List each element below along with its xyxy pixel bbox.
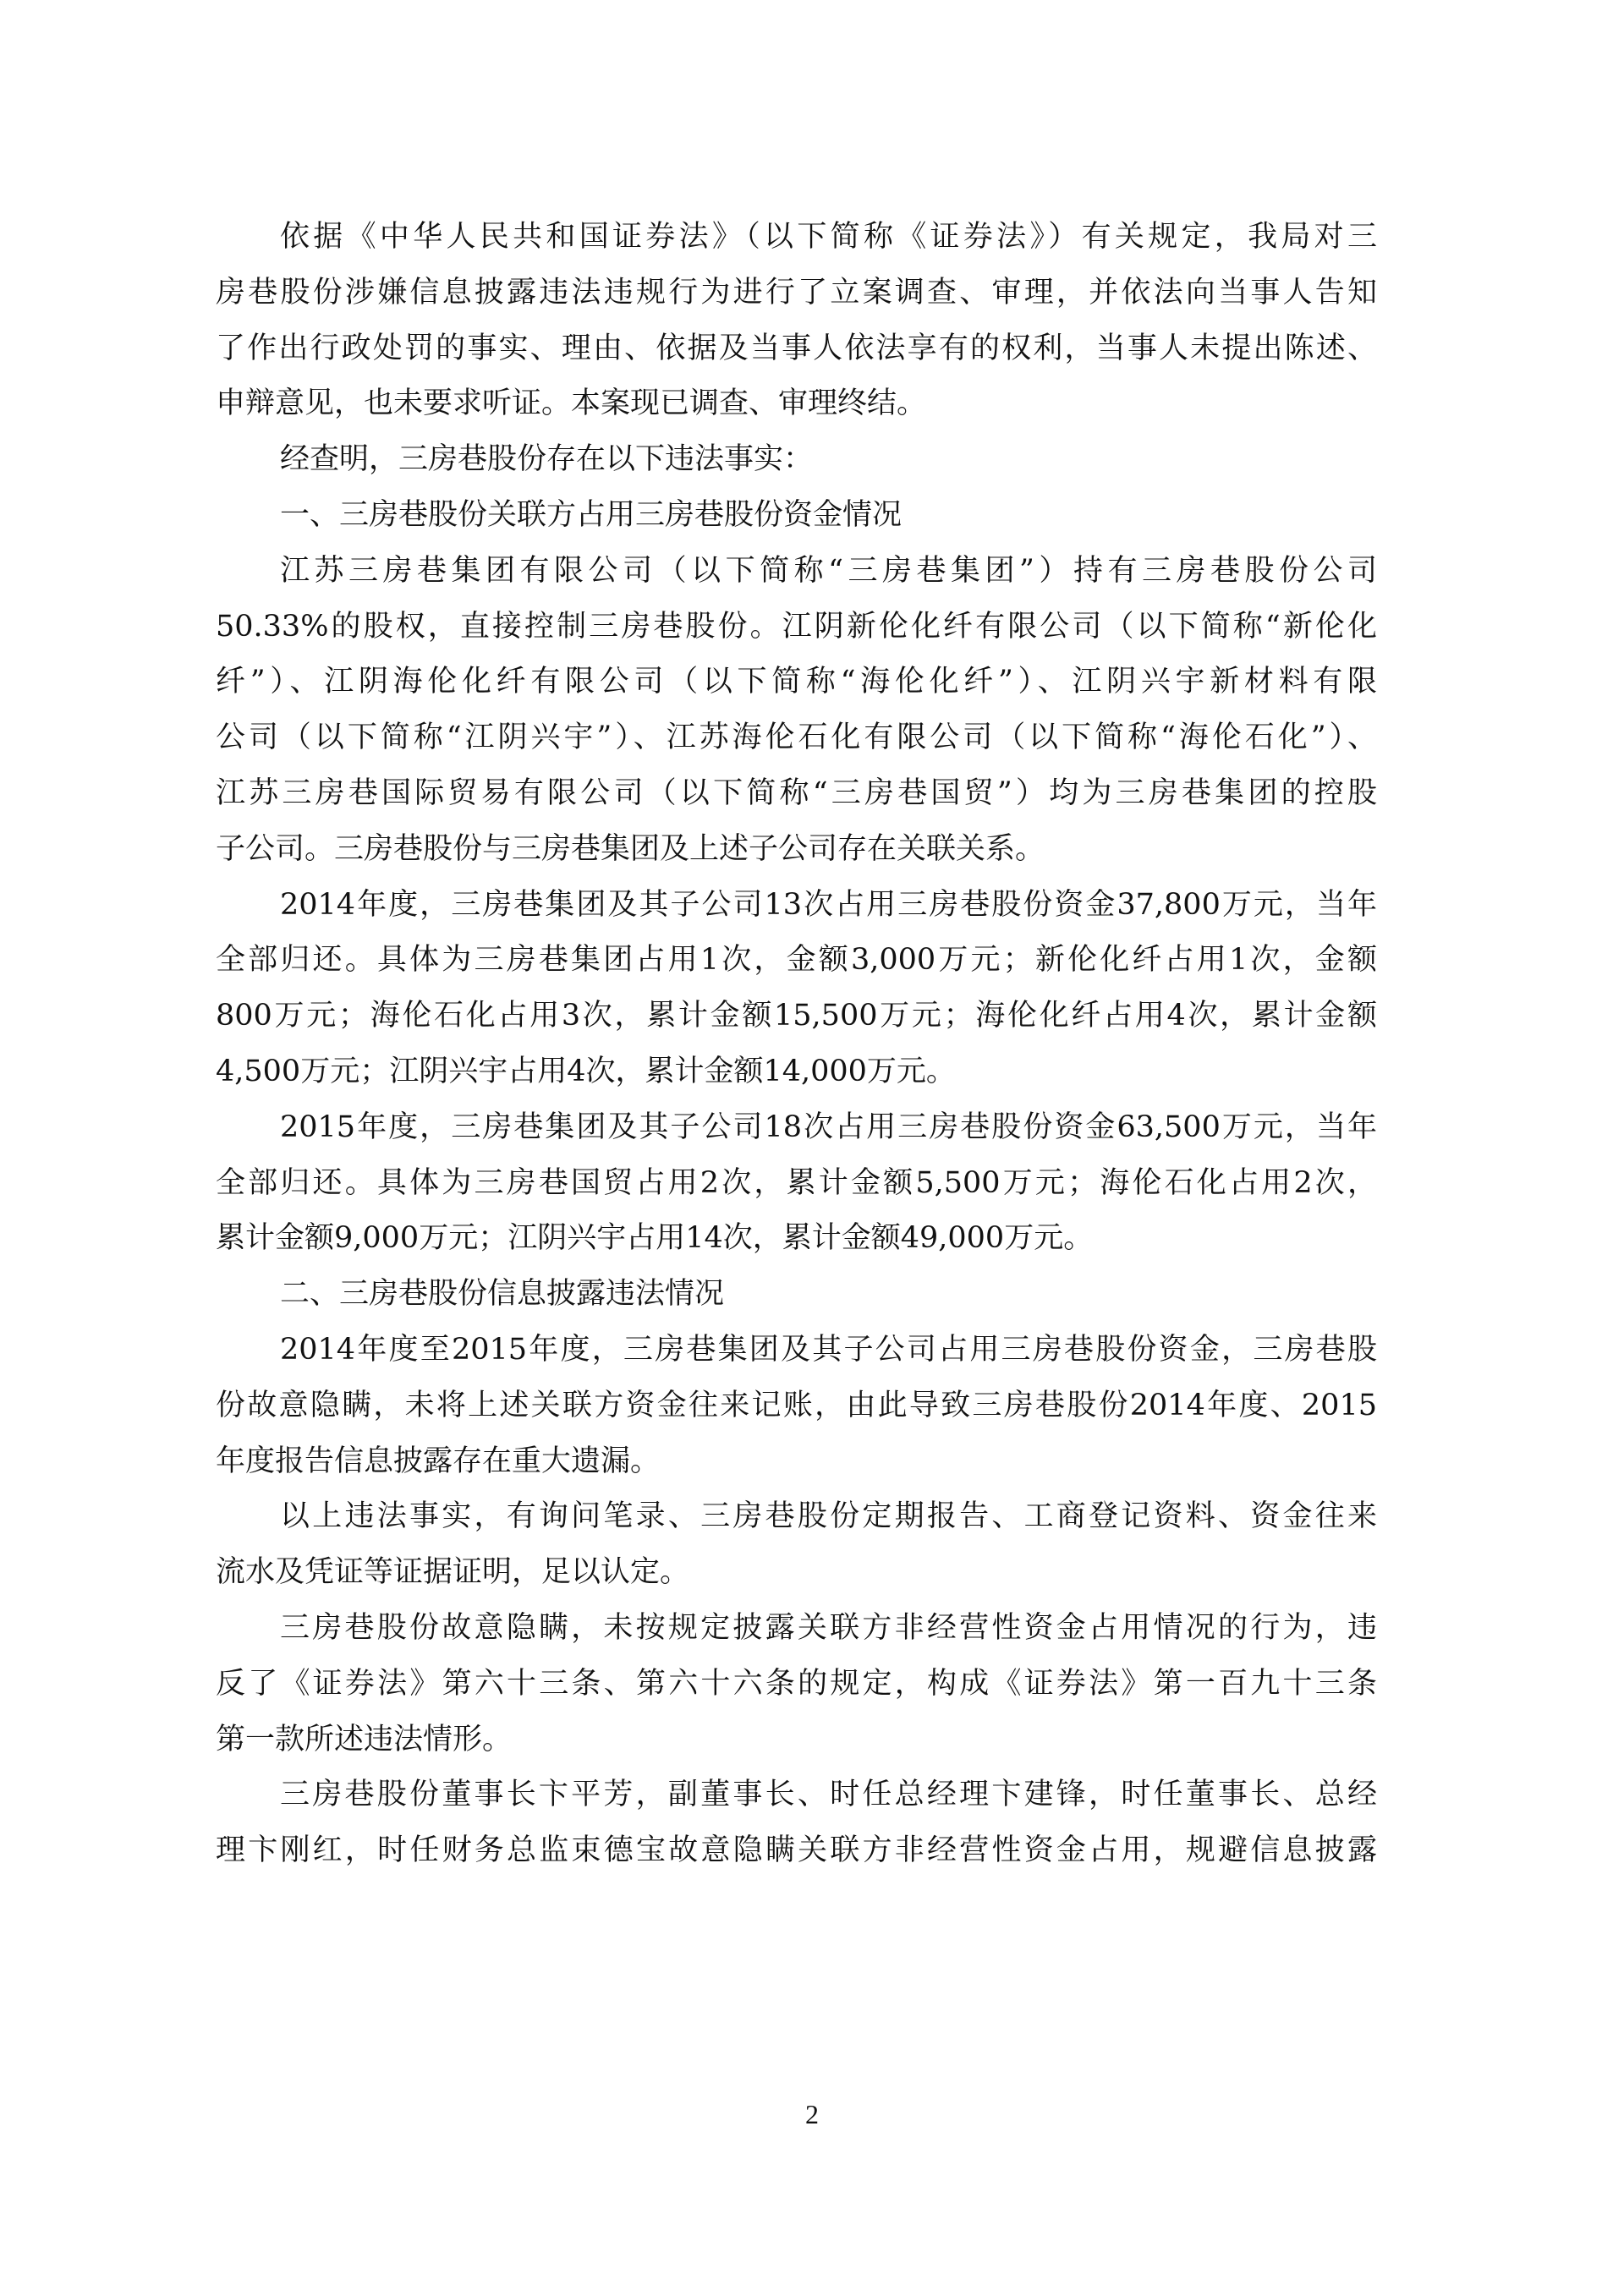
paragraph-intro: [216, 210, 1377, 432]
text-line: 全部归还。具体为三房巷集团占用1次，金额3,000万元；新伦化纤占用1次，金额: [216, 943, 1377, 978]
text-line: 以上违法事实，有询问笔录、三房巷股份定期报告、工商登记资料、资金往来: [280, 1499, 1377, 1534]
text-line: 三房巷股份故意隐瞒，未按规定披露关联方非经营性资金占用情况的行为，违: [280, 1610, 1377, 1645]
text-line: 2015年度，三房巷集团及其子公司18次占用三房巷股份资金63,500万元，当年: [280, 1110, 1377, 1144]
paragraph-evidence: [216, 1489, 1377, 1601]
paragraph-related-parties: [216, 544, 1377, 878]
text-line: 年度报告信息披露存在重大遗漏。: [216, 1444, 661, 1478]
text-line: 依据《中华人民共和国证券法》（以下简称《证券法》）有关规定，我局对三: [280, 220, 1377, 254]
text-line: 经查明，三房巷股份存在以下违法事实：: [280, 442, 814, 477]
paragraph-responsible-persons: [216, 1767, 1377, 1879]
paragraph-finding: [216, 432, 1377, 488]
text-line: 份故意隐瞒，未将上述关联方资金往来记账，由此导致三房巷股份2014年度、2015: [216, 1388, 1377, 1422]
text-line: 三房巷股份董事长卞平芳，副董事长、时任总经理卞建锋，时任董事长、总经: [280, 1778, 1377, 1812]
text-line: 累计金额9,000万元；江阴兴宇占用14次，累计金额49,000万元。: [216, 1221, 1094, 1256]
text-line: 公司（以下简称“江阴兴宇”）、江苏海伦石化有限公司（以下简称“海伦石化”）、: [216, 721, 1377, 755]
heading-text: 一、三房巷股份关联方占用三房巷股份资金情况: [280, 497, 903, 532]
paragraph-year-2014: [216, 878, 1377, 1100]
section-heading-1: [216, 488, 1377, 544]
text-line: 800万元；海伦石化占用3次，累计金额15,500万元；海伦化纤占用4次，累计金额: [216, 999, 1377, 1033]
text-line: 申辩意见，也未要求听证。本案现已调查、审理终结。: [216, 386, 927, 421]
paragraph-violation: [216, 1601, 1377, 1767]
text-line: 流水及凭证等证据证明，足以认定。: [216, 1555, 690, 1590]
text-line: 子公司。三房巷股份与三房巷集团及上述子公司存在关联关系。: [216, 831, 1045, 866]
text-line: 了作出行政处罚的事实、理由、依据及当事人依法享有的权利，当事人未提出陈述、: [216, 331, 1377, 365]
text-line: 反了《证券法》第六十三条、第六十六条的规定，构成《证券法》第一百九十三条: [216, 1666, 1377, 1701]
text-line: 2014年度至2015年度，三房巷集团及其子公司占用三房巷股份资金，三房巷股: [280, 1332, 1377, 1367]
paragraph-disclosure: [216, 1323, 1377, 1489]
heading-text: 二、三房巷股份信息披露违法情况: [280, 1277, 725, 1312]
text-line: 第一款所述违法情形。: [216, 1722, 513, 1756]
section-heading-2: [216, 1267, 1377, 1323]
text-line: 全部归还。具体为三房巷国贸占用2次，累计金额5,500万元；海伦石化占用2次，: [216, 1165, 1377, 1200]
text-line: 4,500万元；江阴兴宇占用4次，累计金额14,000万元。: [216, 1054, 956, 1088]
document-body: [216, 210, 1377, 1879]
text-line: 江苏三房巷集团有限公司（以下简称“三房巷集团”）持有三房巷股份公司: [280, 553, 1377, 588]
text-line: 2014年度，三房巷集团及其子公司13次占用三房巷股份资金37,800万元，当年: [280, 887, 1377, 922]
paragraph-year-2015: [216, 1100, 1377, 1267]
page-number: 2: [805, 2099, 819, 2129]
text-line: 房巷股份涉嫌信息披露违法违规行为进行了立案调查、审理，并依法向当事人告知: [216, 275, 1377, 310]
text-line: 纤”）、江阴海伦化纤有限公司（以下简称“海伦化纤”）、江阴兴宇新材料有限: [216, 665, 1377, 699]
text-line: 江苏三房巷国际贸易有限公司（以下简称“三房巷国贸”）均为三房巷集团的控股: [216, 775, 1377, 810]
text-line: 理卞刚红，时任财务总监束德宝故意隐瞒关联方非经营性资金占用，规避信息披露: [216, 1833, 1377, 1868]
text-line: 50.33%的股权，直接控制三房巷股份。江阴新伦化纤有限公司（以下简称“新伦化: [216, 609, 1377, 644]
